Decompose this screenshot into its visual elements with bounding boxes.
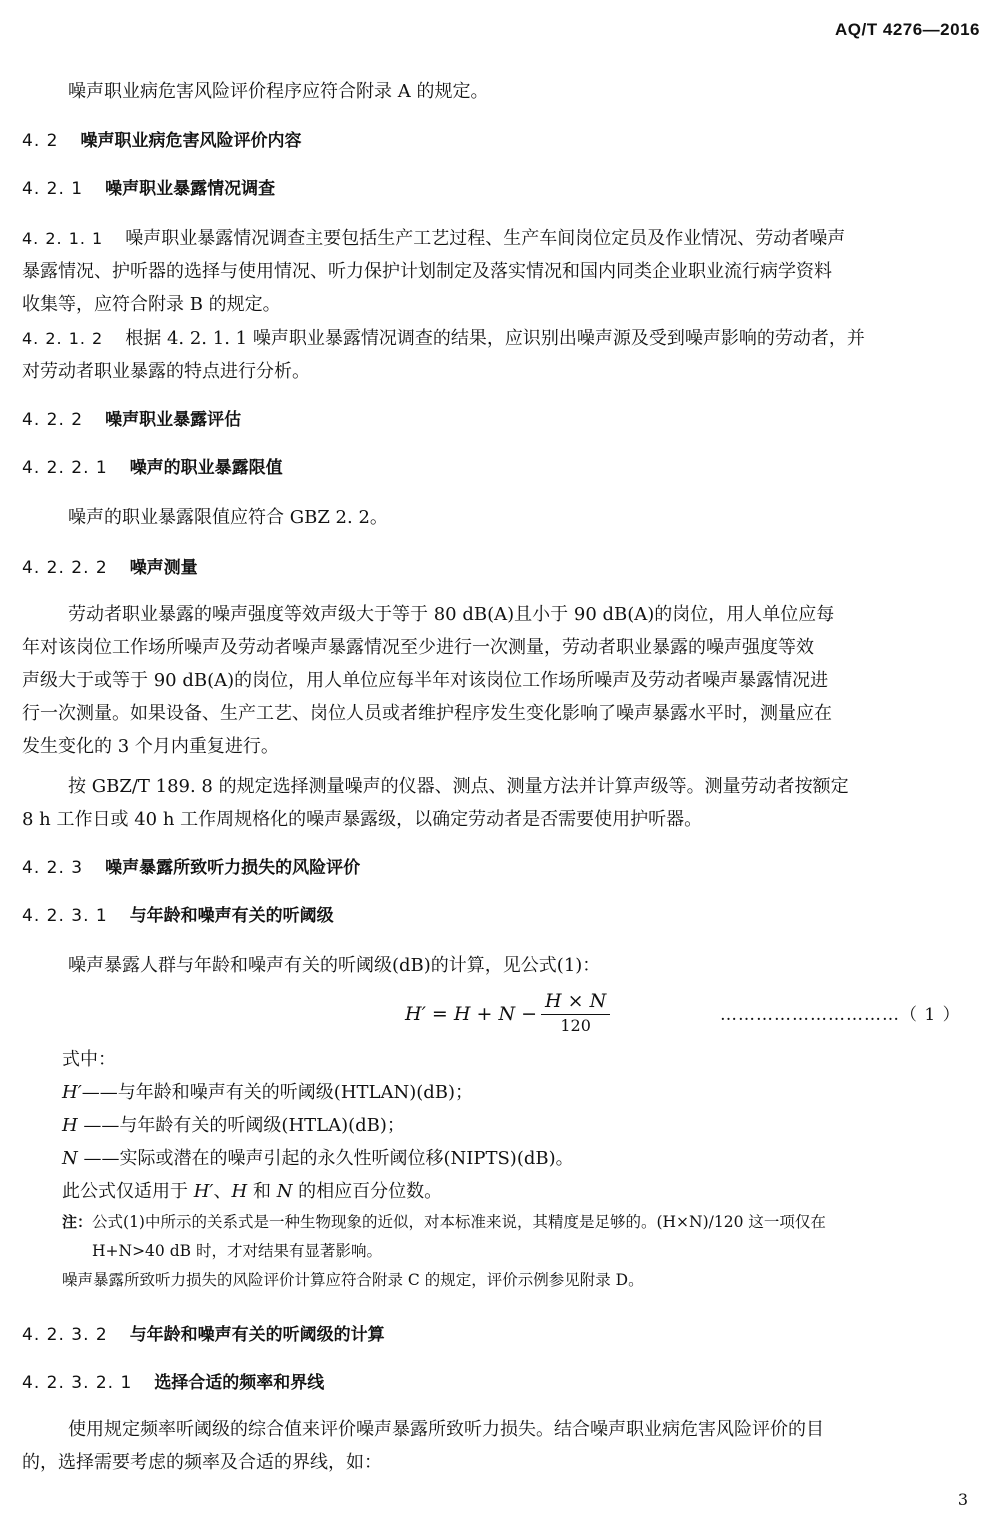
paragraph-text: 噪声暴露人群与年龄和噪声有关的听阈级(dB)的计算，见公式(1)： <box>68 955 601 976</box>
paragraph-line: 8 h 工作日或 40 h 工作周规格化的噪声暴露级，以确定劳动者是否需要使用护听器。 <box>22 809 703 830</box>
formula-1 <box>405 990 610 1037</box>
definition-row <box>0 1076 1002 1109</box>
frequency-paragraph <box>0 1413 1002 1479</box>
measurement-paragraph-2 <box>0 770 1002 836</box>
section-heading-4-2-3-2-1 <box>0 1368 1002 1398</box>
paragraph-line: 按 GBZ/T 189. 8 的规定选择测量噪声的仪器、测点、测量方法并计算声级等。测量劳动者按额定 <box>68 776 849 797</box>
section-heading-4-2-2 <box>0 405 1002 435</box>
note-block <box>0 1208 1002 1295</box>
fraction-denominator: 120 <box>560 1016 591 1035</box>
section-heading-4-2 <box>0 126 1002 156</box>
section-heading-4-2-3 <box>0 853 1002 883</box>
section-number: 4. 2. 2. 2 <box>22 558 108 578</box>
section-title: 噪声测量 <box>129 558 198 578</box>
paragraph-text: 噪声职业病危害风险评价程序应符合附录 A 的规定。 <box>68 81 489 102</box>
section-title: 噪声职业暴露情况调查 <box>105 179 276 199</box>
document-id-header: AQ/T 4276—2016 <box>835 20 980 39</box>
formula-intro <box>0 949 1002 982</box>
section-number: 4. 2. 3. 2. 1 <box>22 1373 133 1393</box>
equation-number: …………………………（ 1 ） <box>720 1005 961 1025</box>
section-number: 4. 2. 1 <box>22 179 84 199</box>
paragraph-line: 的，选择需要考虑的频率及合适的界线，如： <box>22 1452 382 1473</box>
clause-4-2-1-1 <box>0 222 1002 321</box>
clause-text-line: 对劳动者职业暴露的特点进行分析。 <box>22 361 310 382</box>
section-heading-4-2-3-2 <box>0 1320 1002 1350</box>
section-title: 噪声的职业暴露限值 <box>129 458 283 478</box>
section-number: 4. 2 <box>22 131 59 151</box>
definition-row <box>0 1142 1002 1175</box>
section-number: 4. 2. 3. 1 <box>22 906 108 926</box>
section-heading-4-2-2-2 <box>0 553 1002 583</box>
definition-symbol: N <box>62 1148 78 1169</box>
section-number: 4. 2. 3. 2 <box>22 1325 108 1345</box>
clause-4-2-1-2 <box>0 322 1002 388</box>
definition-text: ——与年龄有关的听阈级(HTLA)(dB)； <box>77 1115 405 1136</box>
definition-row <box>0 1109 1002 1142</box>
paragraph-line: 声级大于或等于 90 dB(A)的岗位，用人单位应每半年对该岗位工作场所噪声及劳动者噪声暴露情况进 <box>22 670 829 691</box>
after-note-text: 噪声暴露所致听力损失的风险评价计算应符合附录 C 的规定，评价示例参见附录 D。 <box>62 1271 644 1289</box>
definition-text: ——实际或潜在的噪声引起的永久性听阈位移(NIPTS)(dB)。 <box>77 1148 574 1169</box>
limit-paragraph <box>0 501 1002 534</box>
paragraph-line: 发生变化的 3 个月内重复进行。 <box>22 736 279 757</box>
formula-definitions <box>0 1043 1002 1208</box>
measurement-paragraph-1 <box>0 598 1002 763</box>
intro-paragraph <box>0 75 1002 108</box>
note-text-line: 公式(1)中所示的关系式是一种生物现象的近似，对本标准来说，其精度是足够的。(H×N)/120 这一项仅在 <box>92 1213 826 1231</box>
definition-symbol: H′ <box>62 1082 82 1103</box>
section-heading-4-2-1 <box>0 174 1002 204</box>
section-title: 选择合适的频率和界线 <box>154 1373 325 1393</box>
clause-number: 4. 2. 1. 2 <box>22 329 104 348</box>
clause-text-line: 收集等，应符合附录 B 的规定。 <box>22 294 281 315</box>
where-label: 式中： <box>62 1049 116 1070</box>
clause-text-line: 根据 4. 2. 1. 1 噪声职业暴露情况调查的结果，应识别出噪声源及受到噪声影响的劳动者，并 <box>125 328 865 349</box>
definition-text: ——与年龄和噪声有关的听阈级(HTLAN)(dB)； <box>81 1082 474 1103</box>
section-number: 4. 2. 2. 1 <box>22 458 108 478</box>
page-number: 3 <box>957 1490 968 1509</box>
section-heading-4-2-3-1 <box>0 901 1002 931</box>
section-title: 噪声职业病危害风险评价内容 <box>80 131 302 151</box>
section-title: 与年龄和噪声有关的听阈级 <box>129 906 334 926</box>
section-number: 4. 2. 3 <box>22 858 84 878</box>
paragraph-text: 噪声的职业暴露限值应符合 GBZ 2. 2。 <box>68 507 388 528</box>
fraction-numerator: H × N <box>541 990 610 1015</box>
section-number: 4. 2. 2 <box>22 410 84 430</box>
paragraph-line: 使用规定频率听阈级的综合值来评价噪声暴露所致听力损失。结合噪声职业病危害风险评价的目 <box>68 1419 824 1440</box>
paragraph-line: 年对该岗位工作场所噪声及劳动者噪声暴露情况至少进行一次测量，劳动者职业暴露的噪声强度等效 <box>22 637 814 658</box>
section-title: 与年龄和噪声有关的听阈级的计算 <box>129 1325 385 1345</box>
clause-number: 4. 2. 1. 1 <box>22 229 104 248</box>
section-heading-4-2-2-1 <box>0 453 1002 483</box>
note-text-line: H+N>40 dB 时，才对结果有显著影响。 <box>92 1242 382 1260</box>
note-label: 注： <box>62 1213 93 1231</box>
paragraph-line: 行一次测量。如果设备、生产工艺、岗位人员或者维护程序发生变化影响了噪声暴露水平时，测量应在 <box>22 703 832 724</box>
applicability-line: 此公式仅适用于 H′、H 和 N 的相应百分位数。 <box>62 1181 443 1202</box>
section-title: 噪声暴露所致听力损失的风险评价 <box>105 858 361 878</box>
section-title: 噪声职业暴露评估 <box>105 410 242 430</box>
formula-fraction <box>541 990 610 1037</box>
paragraph-line: 劳动者职业暴露的噪声强度等效声级大于等于 80 dB(A)且小于 90 dB(A)的岗位，用人单位应每 <box>68 604 835 625</box>
definition-symbol: H <box>62 1115 78 1136</box>
clause-text-line: 噪声职业暴露情况调查主要包括生产工艺过程、生产车间岗位定员及作业情况、劳动者噪声 <box>125 228 846 249</box>
clause-text-line: 暴露情况、护听器的选择与使用情况、听力保护计划制定及落实情况和国内同类企业职业流行病学资料 <box>22 261 832 282</box>
formula-lhs: H′ = H + N − <box>405 1002 538 1025</box>
